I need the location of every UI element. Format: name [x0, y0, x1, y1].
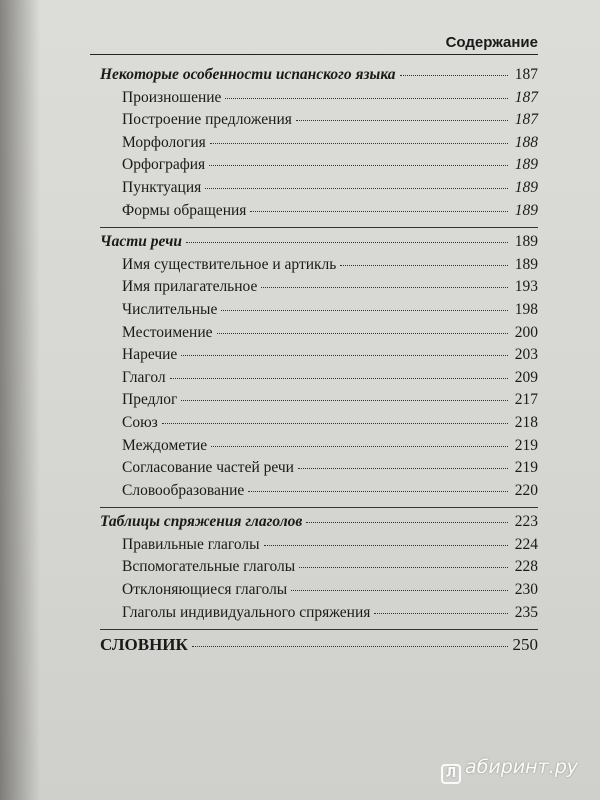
running-header — [90, 28, 538, 55]
entry-label: Имя существительное и артикль — [122, 255, 337, 273]
entry-label: Произношение — [122, 88, 222, 106]
dot-leader — [340, 265, 508, 266]
page-number: 189 — [514, 233, 538, 251]
page-number: 189 — [514, 255, 538, 273]
toc-entry — [100, 202, 538, 225]
page-number: 200 — [514, 323, 538, 341]
dot-leader — [374, 613, 508, 614]
toc-entry — [100, 391, 538, 414]
page-number: 189 — [514, 156, 538, 174]
dot-leader — [186, 242, 508, 243]
dot-leader — [298, 468, 508, 469]
page-number: 189 — [514, 201, 538, 219]
page-number: 220 — [514, 481, 538, 499]
entry-label: Союз — [122, 413, 158, 431]
header-title: Содержание — [445, 34, 538, 51]
dot-leader — [225, 98, 508, 99]
dot-leader — [209, 165, 508, 166]
dot-leader — [181, 400, 508, 401]
entry-label: Согласование частей речи — [122, 459, 294, 477]
section-divider — [100, 507, 538, 508]
entry-label: Предлог — [122, 391, 178, 409]
toc-entry — [100, 324, 538, 347]
dot-leader — [221, 310, 508, 311]
dot-leader — [291, 590, 508, 591]
page-number: 224 — [514, 535, 538, 553]
dot-leader — [192, 646, 508, 647]
dot-leader — [306, 522, 508, 523]
toc-entry — [100, 179, 538, 202]
toc-section-heading — [100, 513, 538, 536]
page-number: 198 — [514, 300, 538, 318]
toc-entry — [100, 278, 538, 301]
entry-label: Пунктуация — [122, 178, 202, 196]
entry-label: Морфология — [122, 133, 206, 151]
dot-leader — [181, 355, 508, 356]
toc-entry — [100, 536, 538, 559]
dot-leader — [217, 333, 509, 334]
toc-entry — [100, 369, 538, 392]
toc-section — [100, 66, 538, 224]
entry-label: СЛОВНИК — [100, 635, 188, 655]
dot-leader — [261, 287, 508, 288]
dot-leader — [170, 378, 508, 379]
toc-section-heading — [100, 66, 538, 89]
page-number: 219 — [514, 436, 538, 454]
entry-label: Глаголы индивидуального спряжения — [122, 603, 371, 621]
page-number: 187 — [514, 88, 538, 106]
entry-label: Построение предложения — [122, 111, 292, 129]
toc-section — [100, 513, 538, 626]
entry-label: Некоторые особенности испанского языка — [100, 66, 396, 83]
toc-entry — [100, 301, 538, 324]
page-number: 235 — [514, 603, 538, 621]
page-number: 187 — [514, 111, 538, 129]
page-number: 230 — [514, 581, 538, 599]
section-divider — [100, 629, 538, 630]
toc-entry — [100, 346, 538, 369]
page-shadow — [0, 0, 40, 800]
page-number: 250 — [512, 635, 538, 655]
entry-label: Глагол — [122, 368, 166, 386]
page-number: 209 — [514, 368, 538, 386]
toc-entry — [100, 156, 538, 179]
page-number: 217 — [514, 391, 538, 409]
page-number: 218 — [514, 413, 538, 431]
dot-leader — [296, 120, 508, 121]
entry-label: Орфография — [122, 156, 206, 174]
entry-label: Отклоняющиеся глаголы — [122, 581, 288, 599]
entry-label: Правильные глаголы — [122, 535, 260, 553]
page-number: 219 — [514, 459, 538, 477]
entry-label: Междометие — [122, 436, 208, 454]
page-number: 187 — [514, 66, 538, 83]
dot-leader — [299, 567, 508, 568]
entry-label: Числительные — [122, 300, 218, 318]
labirint-logo-icon: Л — [441, 764, 461, 784]
page-number: 223 — [514, 513, 538, 531]
toc-entry — [100, 111, 538, 134]
entry-label: Формы обращения — [122, 201, 247, 219]
table-of-contents — [100, 66, 538, 663]
page-number: 203 — [514, 346, 538, 364]
toc-entry — [100, 558, 538, 581]
entry-label: Части речи — [100, 233, 182, 251]
entry-label: Вспомогательные глаголы — [122, 558, 296, 576]
toc-final-entry — [100, 635, 538, 663]
page-number: 188 — [514, 133, 538, 151]
toc-entry — [100, 604, 538, 627]
toc-section — [100, 233, 538, 504]
dot-leader — [400, 75, 508, 76]
dot-leader — [211, 446, 508, 447]
toc-entry — [100, 482, 538, 505]
entry-label: Таблицы спряжения глаголов — [100, 513, 303, 531]
toc-entry — [100, 414, 538, 437]
watermark-text: абиринт.ру — [465, 756, 578, 778]
dot-leader — [162, 423, 508, 424]
toc-entry — [100, 256, 538, 279]
toc-entry — [100, 437, 538, 460]
toc-entry — [100, 581, 538, 604]
dot-leader — [264, 545, 508, 546]
toc-entry — [100, 89, 538, 112]
toc-entry — [100, 134, 538, 157]
page-number: 189 — [514, 178, 538, 196]
entry-label: Местоимение — [122, 323, 213, 341]
dot-leader — [250, 211, 508, 212]
toc-entry — [100, 459, 538, 482]
dot-leader — [248, 491, 508, 492]
entry-label: Наречие — [122, 346, 178, 364]
entry-label: Словообразование — [122, 481, 245, 499]
page-number: 193 — [514, 278, 538, 296]
toc-section-heading — [100, 233, 538, 256]
page-number: 228 — [514, 558, 538, 576]
dot-leader — [210, 143, 508, 144]
entry-label: Имя прилагательное — [122, 278, 258, 296]
watermark-logo — [441, 756, 578, 784]
dot-leader — [205, 188, 508, 189]
section-divider — [100, 227, 538, 228]
